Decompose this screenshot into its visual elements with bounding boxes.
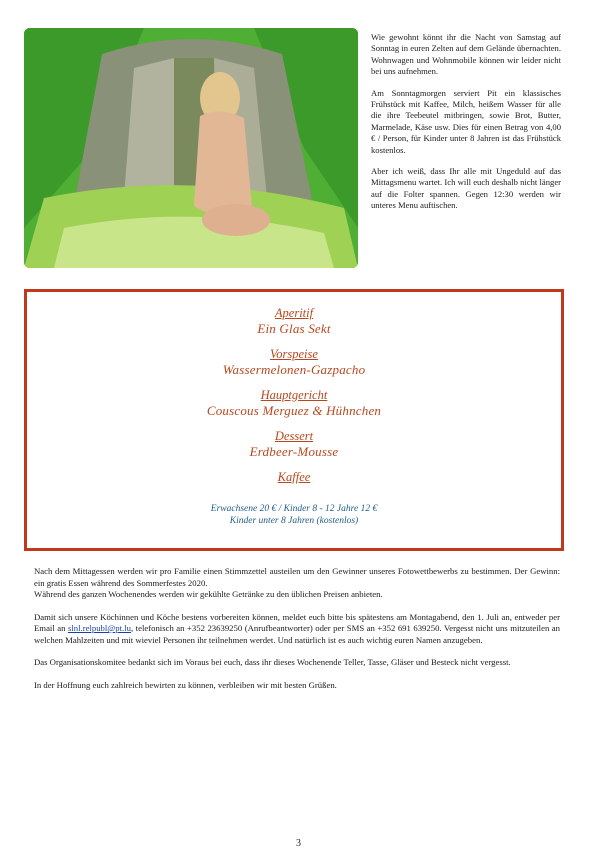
course-heading: Kaffee bbox=[277, 470, 311, 484]
course-vorspeise bbox=[27, 347, 561, 378]
course-dish: Wassermelonen-Gazpacho bbox=[222, 362, 366, 377]
price-line-adults: Erwachsene 20 € / Kinder 8 - 12 Jahre 12 € bbox=[210, 504, 378, 514]
course-heading: Vorspeise bbox=[270, 347, 318, 361]
course-dish: Erdbeer-Mousse bbox=[249, 444, 339, 459]
course-hauptgericht bbox=[27, 388, 561, 419]
body-paragraph-3: Das Organisationskomitee bedankt sich im Voraus bei euch, dass ihr dieses Wochenende Teller, Tasse, Gläser und Besteck nicht vergesst. bbox=[34, 657, 511, 667]
intro-paragraph-3: Aber ich weiß, dass Ihr alle mit Ungeduld auf das Mittagsmenu wartet. Ich will euch deshalb nicht länger auf die Folter spannen. Gegen 12:30 werden wir unteres Menu auftischen. bbox=[371, 166, 561, 211]
tent-photo-illustration bbox=[24, 28, 358, 268]
course-dish: Ein Glas Sekt bbox=[257, 321, 331, 336]
page-number: 3 bbox=[296, 838, 301, 849]
registration-text: Damit sich unsere Köchinnen und Köche bestens vorbereiten können, meldet euch bitte bis spätestens am Montagabend, den 1. Juli an, entweder per Email an bbox=[34, 611, 560, 633]
body-paragraph-2 bbox=[34, 612, 560, 647]
voting-text: Nach dem Mittagessen werden wir pro Familie einen Stimmzettel austeilen um den Gewinner unseres Fotowettbewerbs zu bestimmen. Der Gewinn: ein gratis Essen während des Sommerfestes 2020. bbox=[34, 566, 560, 588]
menu-box bbox=[24, 289, 564, 551]
course-heading: Hauptgericht bbox=[260, 388, 328, 402]
tent-photo bbox=[24, 28, 358, 268]
email-link[interactable]: slnl.relpubl@pt.lu bbox=[67, 623, 131, 633]
course-heading: Aperitif bbox=[274, 306, 314, 320]
body-paragraph-4: In der Hoffnung euch zahlreich bewirten zu können, verbleiben wir mit besten Grüßen. bbox=[34, 679, 337, 690]
course-aperitif bbox=[27, 306, 561, 337]
course-dessert bbox=[27, 429, 561, 460]
body-text bbox=[34, 566, 560, 702]
price-info bbox=[27, 503, 561, 527]
intro-paragraph-2: Am Sonntagmorgen serviert Pit ein klassisches Frühstück mit Kaffee, Milch, heißem Wasser für alle die ihre Teebeutel mitbringen, sowie Brot, Butter, Marmelade, Käse usw. Dies für einen Betrag von 4,00 € / Person, für Kinder unter 8 Jahren ist das Frühstück kostenlos. bbox=[371, 87, 561, 155]
registration-text-continued: , telefonisch an +352 23639250 (Anrufbeantworter) oder per SMS an +352 691 639250. Vergesst nicht uns mitzuteilen an welchen Mahlzeiten und mit wieviel Personen ihr teilnehmen werdet. Und natürlich ist es auch wichtig euren Namen anzugeben. bbox=[34, 623, 560, 645]
course-heading: Dessert bbox=[274, 429, 314, 443]
intro-paragraph-1: Wie gewohnt könnt ihr die Nacht von Samstag auf Sonntag in euren Zelten auf dem Gelände übernachten. Wohnwagen und Wohnmobile können wir leider nicht bei uns aufnehmen. bbox=[371, 32, 561, 77]
course-dish: Couscous Merguez & Hühnchen bbox=[206, 403, 382, 418]
body-paragraph-1 bbox=[34, 566, 560, 601]
price-line-children: Kinder unter 8 Jahren (kostenlos) bbox=[229, 516, 359, 526]
drinks-text: Während des ganzen Wochenendes werden wir gekühlte Getränke zu den üblichen Preisen anbieten. bbox=[34, 589, 383, 599]
course-kaffee bbox=[27, 470, 561, 485]
intro-text bbox=[371, 32, 561, 222]
